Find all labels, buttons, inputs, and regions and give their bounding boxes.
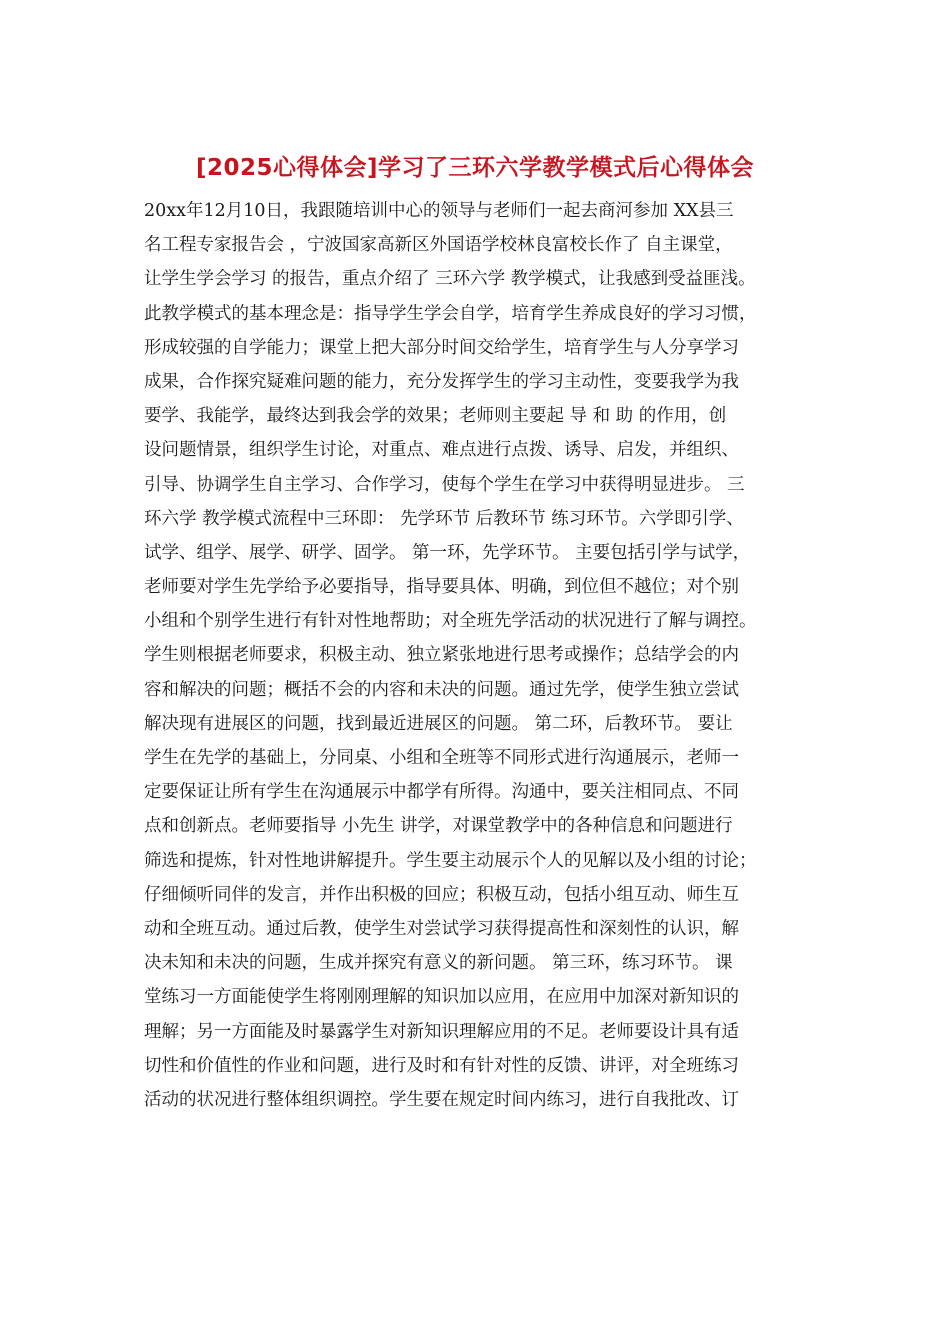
- body-line: 让学生学会学习 的报告，重点介绍了 三环六学 教学模式，让我感到受益匪浅。: [144, 269, 756, 290]
- body-line: 学生则根据老师要求，积极主动、独立紧张地进行思考或操作；总结学会的内: [144, 645, 739, 666]
- body-line: 名工程专家报告会 ，宁波国家高新区外国语学校林良富校长作了 自主课堂，: [144, 235, 733, 256]
- body-line: 动和全班互动。通过后教，使学生对尝试学习获得提高性和深刻性的认识，解: [144, 918, 739, 939]
- body-line: 环六学 教学模式流程中三环即： 先学环节 后教环节 练习环节。六学即引学、: [144, 508, 744, 529]
- body-line: 切性和价值性的作业和问题，进行及时和有针对性的反馈、讲评，对全班练习: [144, 1055, 739, 1076]
- body-line: 活动的状况进行整体组织调控。学生要在规定时间内练习，进行自我批改、订: [144, 1089, 739, 1110]
- body-line: 点和创新点。老师要指导 小先生 讲学，对课堂教学中的各种信息和问题进行: [144, 816, 733, 837]
- body-line: 成果，合作探究疑难问题的能力，充分发挥学生的学习主动性，变要我学为我: [144, 371, 739, 392]
- body-line: 理解；另一方面能及时暴露学生对新知识理解应用的不足。老师要设计具有适: [144, 1021, 739, 1042]
- body-line: 容和解决的问题；概括不会的内容和未决的问题。通过先学，使学生独立尝试: [144, 679, 739, 700]
- document-body: [144, 194, 824, 1117]
- body-line: 此教学模式的基本理念是：指导学生学会自学，培育学生养成良好的学习习惯，: [144, 303, 757, 324]
- body-line: 堂练习一方面能使学生将刚刚理解的知识加以应用，在应用中加深对新知识的: [144, 987, 739, 1008]
- body-line: 老师要对学生先学给予必要指导，指导要具体、明确，到位但不越位；对个别: [144, 577, 739, 598]
- body-line: 小组和个别学生进行有针对性地帮助；对全班先学活动的状况进行了解与调控。: [144, 611, 757, 632]
- body-line: 形成较强的自学能力；课堂上把大部分时间交给学生，培育学生与人分享学习: [144, 337, 739, 358]
- body-line: 筛选和提炼，针对性地讲解提升。学生要主动展示个人的见解以及小组的讨论；: [144, 850, 757, 871]
- document-title: [2025心得体会]学习了三环六学教学模式后心得体会: [195, 155, 755, 181]
- body-line: 解决现有进展区的问题，找到最近进展区的问题。 第二环，后教环节。 要让: [144, 713, 733, 734]
- body-line: 定要保证让所有学生在沟通展示中都学有所得。沟通中，要关注相同点、不同: [144, 782, 739, 803]
- body-line: 引导、协调学生自主学习、合作学习，使每个学生在学习中获得明显进步。 三: [144, 474, 745, 495]
- body-line: 决未知和未决的问题，生成并探究有意义的新问题。 第三环，练习环节。 课: [144, 953, 733, 974]
- body-line: 学生在先学的基础上，分同桌、小组和全班等不同形式进行沟通展示，老师一: [144, 748, 739, 768]
- body-line: 20xx年12月10日，我跟随培训中心的领导与老师们一起去商河参加 XX县三: [144, 201, 734, 221]
- body-line: 设问题情景，组织学生讨论，对重点、难点进行点拨、诱导、启发，并组织、: [144, 440, 739, 461]
- body-line: 试学、组学、展学、研学、固学。 第一环，先学环节。 主要包括引学与试学，: [144, 542, 751, 563]
- body-line: 仔细倾听同伴的发言，并作出积极的回应；积极互动，包括小组互动、师生互: [144, 884, 739, 905]
- body-line: 要学、我能学，最终达到我会学的效果；老师则主要起 导 和 助 的作用，创: [144, 406, 727, 427]
